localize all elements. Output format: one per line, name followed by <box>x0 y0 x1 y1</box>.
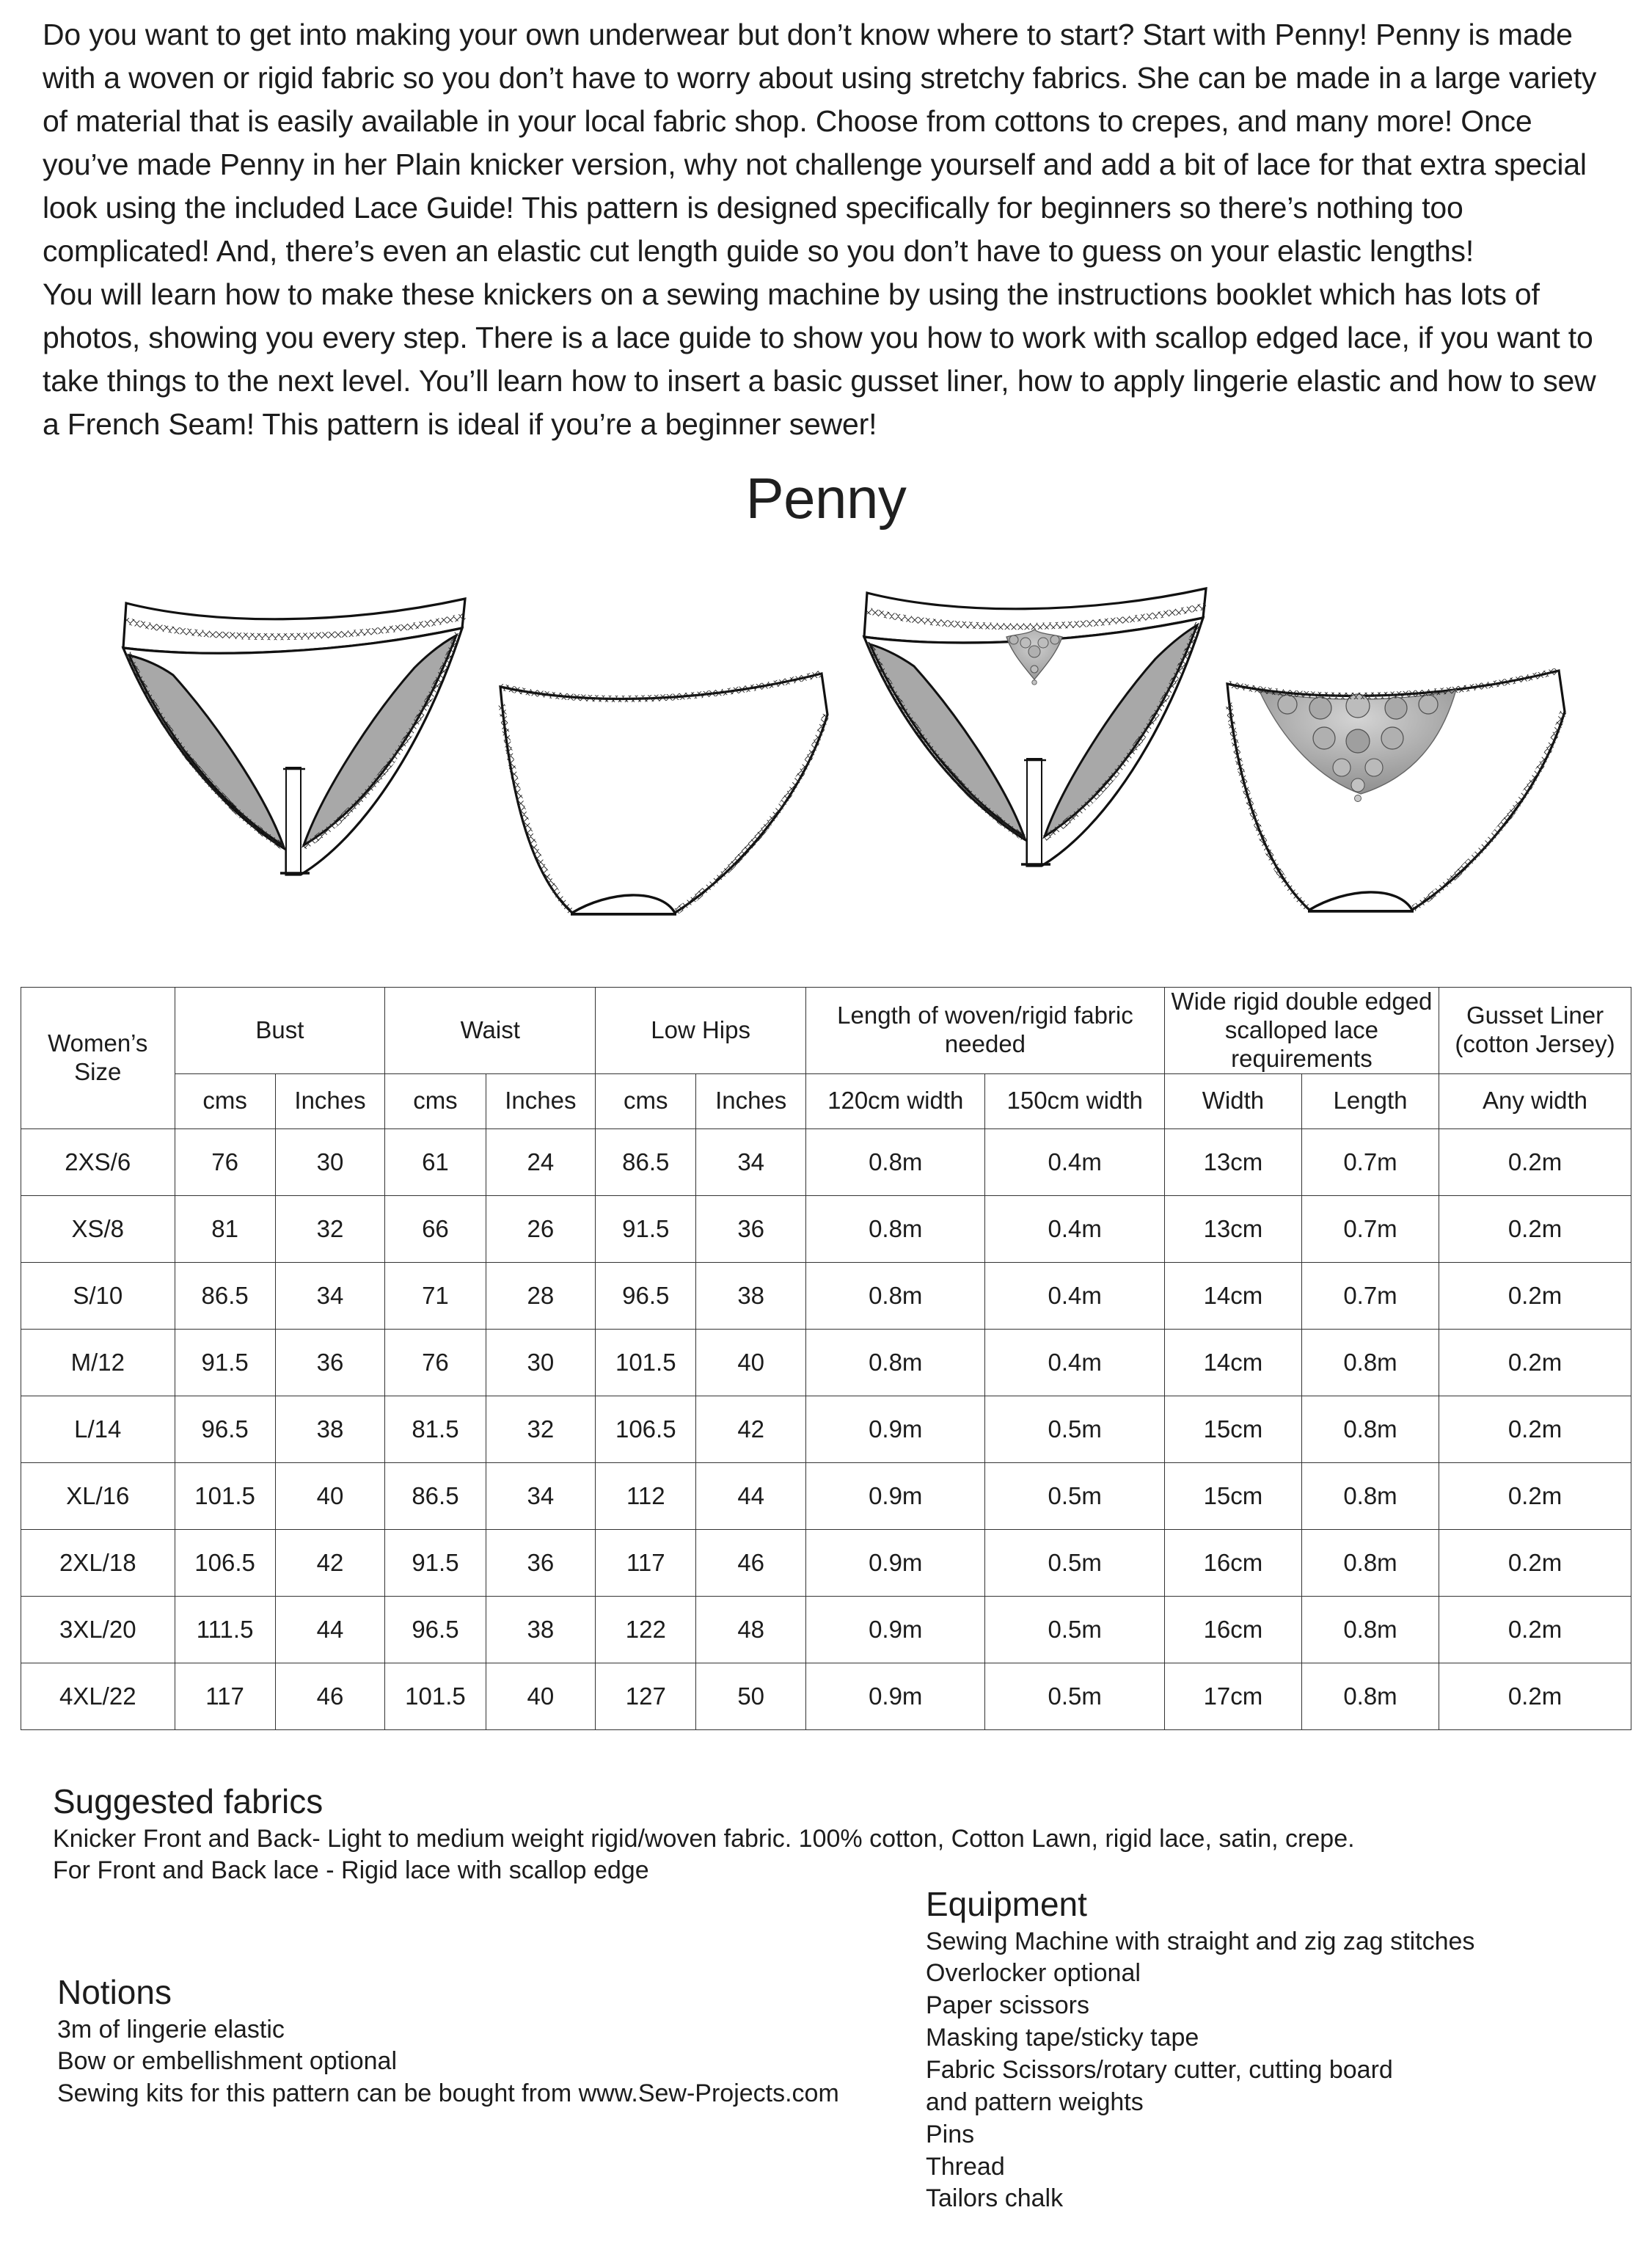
cell-hips-cms: 86.5 <box>596 1128 696 1195</box>
cell-bust-inches: 32 <box>275 1195 385 1262</box>
cell-waist-cms: 101.5 <box>385 1663 486 1729</box>
lace-knicker-front-figure <box>829 558 1240 969</box>
table-row <box>21 1596 1631 1663</box>
table-row <box>21 1329 1631 1396</box>
cell-bust-inches: 46 <box>275 1663 385 1729</box>
cell-hips-inches: 42 <box>696 1396 806 1462</box>
cell-bust-inches: 30 <box>275 1128 385 1195</box>
size-chart-body <box>21 1128 1631 1729</box>
header-waist-cms: cms <box>385 1073 486 1128</box>
equipment-line-6: and pattern weights <box>926 2087 1144 2116</box>
cell-lace-length: 0.7m <box>1301 1195 1439 1262</box>
cell-fabric-150: 0.4m <box>985 1262 1164 1329</box>
cell-fabric-120: 0.9m <box>806 1529 985 1596</box>
cell-bust-inches: 38 <box>275 1396 385 1462</box>
cell-gusset: 0.2m <box>1439 1529 1631 1596</box>
cell-fabric-120: 0.8m <box>806 1262 985 1329</box>
cell-waist-cms: 76 <box>385 1329 486 1396</box>
cell-size-label: 2XS/6 <box>21 1128 175 1195</box>
cell-bust-cms: 76 <box>175 1128 275 1195</box>
table-group-header-row <box>21 988 1631 1074</box>
header-hips-inches: Inches <box>696 1073 806 1128</box>
cell-gusset: 0.2m <box>1439 1396 1631 1462</box>
size-chart-container <box>21 987 1631 1730</box>
cell-lace-length: 0.8m <box>1301 1663 1439 1729</box>
suggested-fabrics-line-1: Knicker Front and Back- Light to medium weight rigid/woven fabric. 100% cotton, Cotton Lawn, rigid lace, satin, crepe. <box>53 1824 1355 1853</box>
cell-fabric-120: 0.8m <box>806 1128 985 1195</box>
cell-size-label: 2XL/18 <box>21 1529 175 1596</box>
cell-lace-width: 14cm <box>1164 1329 1301 1396</box>
cell-hips-inches: 44 <box>696 1462 806 1529</box>
cell-waist-inches: 34 <box>486 1462 596 1529</box>
header-lace-requirements: Wide rigid double edged scalloped lace requirements <box>1164 988 1439 1074</box>
cell-lace-width: 16cm <box>1164 1596 1301 1663</box>
cell-waist-inches: 30 <box>486 1329 596 1396</box>
cell-fabric-150: 0.5m <box>985 1529 1164 1596</box>
notions-heading: Notions <box>57 1973 172 2011</box>
suggested-fabrics-section <box>53 1783 1388 1887</box>
equipment-line-8: Thread <box>926 2152 1005 2181</box>
cell-hips-cms: 112 <box>596 1462 696 1529</box>
lace-knicker-back-figure <box>1214 638 1596 961</box>
cell-hips-cms: 96.5 <box>596 1262 696 1329</box>
cell-hips-inches: 38 <box>696 1262 806 1329</box>
cell-bust-inches: 44 <box>275 1596 385 1663</box>
table-row <box>21 1195 1631 1262</box>
cell-hips-cms: 122 <box>596 1596 696 1663</box>
cell-gusset: 0.2m <box>1439 1128 1631 1195</box>
intro-paragraph-1: Do you want to get into making your own underwear but don’t know where to start? Start with Penny! Penny is made with a woven or rigid fabric so you don’t have to worry about using stretchy fabrics. She can be made in a large variety of material that is easily available in your local fabric shop. Choose from cottons to crepes, and many more! Once you’ve made Penny in her Plain knicker version, why not challenge yourself and add a bit of lace for that extra special look using the included Lace Guide! This pattern is designed specifically for beginners so there’s nothing too complicated! And, there’s even an elastic cut length guide so you don’t have to guess on your elastic lengths! <box>43 18 1597 269</box>
cell-bust-cms: 117 <box>175 1663 275 1729</box>
suggested-fabrics-line-2: For Front and Back lace - Rigid lace with scallop edge <box>53 1856 649 1885</box>
cell-hips-cms: 101.5 <box>596 1329 696 1396</box>
header-gusset-liner: Gusset Liner (cotton Jersey) <box>1439 988 1631 1074</box>
cell-fabric-120: 0.9m <box>806 1462 985 1529</box>
cell-waist-cms: 81.5 <box>385 1396 486 1462</box>
cell-bust-cms: 101.5 <box>175 1462 275 1529</box>
cell-hips-cms: 106.5 <box>596 1396 696 1462</box>
cell-size-label: L/14 <box>21 1396 175 1462</box>
suggested-fabrics-heading: Suggested fabrics <box>53 1782 324 1820</box>
cell-hips-inches: 34 <box>696 1128 806 1195</box>
cell-hips-inches: 50 <box>696 1663 806 1729</box>
cell-lace-length: 0.8m <box>1301 1596 1439 1663</box>
table-row <box>21 1462 1631 1529</box>
cell-fabric-150: 0.5m <box>985 1596 1164 1663</box>
cell-waist-inches: 26 <box>486 1195 596 1262</box>
notions-section <box>57 1974 879 2110</box>
cell-waist-inches: 32 <box>486 1396 596 1462</box>
cell-hips-inches: 36 <box>696 1195 806 1262</box>
cell-gusset: 0.2m <box>1439 1262 1631 1329</box>
equipment-heading: Equipment <box>926 1885 1087 1923</box>
cell-waist-cms: 61 <box>385 1128 486 1195</box>
page-title: Penny <box>745 466 907 530</box>
cell-lace-length: 0.7m <box>1301 1128 1439 1195</box>
intro-text-block <box>43 13 1612 446</box>
plain-knicker-back-figure <box>455 638 836 961</box>
cell-lace-length: 0.8m <box>1301 1329 1439 1396</box>
notions-line-3: Sewing kits for this pattern can be bought from www.Sew-Projects.com <box>57 2079 839 2108</box>
cell-bust-inches: 34 <box>275 1262 385 1329</box>
cell-lace-width: 17cm <box>1164 1663 1301 1729</box>
header-lace-width: Width <box>1164 1073 1301 1128</box>
cell-fabric-120: 0.9m <box>806 1663 985 1729</box>
cell-size-label: 3XL/20 <box>21 1596 175 1663</box>
cell-gusset: 0.2m <box>1439 1329 1631 1396</box>
header-gusset-any-width: Any width <box>1439 1073 1631 1128</box>
cell-lace-width: 13cm <box>1164 1128 1301 1195</box>
plain-knicker-front-figure <box>81 558 491 969</box>
header-fabric-120: 120cm width <box>806 1073 985 1128</box>
notions-line-2: Bow or embellishment optional <box>57 2047 398 2076</box>
header-waist: Waist <box>385 988 596 1074</box>
cell-hips-inches: 46 <box>696 1529 806 1596</box>
cell-waist-inches: 24 <box>486 1128 596 1195</box>
cell-bust-cms: 86.5 <box>175 1262 275 1329</box>
header-bust-cms: cms <box>175 1073 275 1128</box>
cell-size-label: XL/16 <box>21 1462 175 1529</box>
cell-lace-length: 0.8m <box>1301 1396 1439 1462</box>
cell-lace-length: 0.7m <box>1301 1262 1439 1329</box>
cell-lace-width: 15cm <box>1164 1462 1301 1529</box>
equipment-line-5: Fabric Scissors/rotary cutter, cutting board <box>926 2056 1393 2085</box>
equipment-section <box>926 1886 1586 2215</box>
intro-paragraph-2: You will learn how to make these knickers on a sewing machine by using the instructions booklet which has lots of photos, showing you every step. There is a lace guide to show you how to work with scallop edged lace, if you want to take things to the next level. You’ll learn how to insert a basic gusset liner, how to apply lingerie elastic and how to sew a French Seam! This pattern is ideal if you’re a beginner sewer! <box>43 277 1596 442</box>
header-bust-inches: Inches <box>275 1073 385 1128</box>
table-row <box>21 1396 1631 1462</box>
header-low-hips: Low Hips <box>596 988 806 1074</box>
cell-bust-inches: 42 <box>275 1529 385 1596</box>
header-fabric-length: Length of woven/rigid fabric needed <box>806 988 1165 1074</box>
cell-hips-cms: 91.5 <box>596 1195 696 1262</box>
header-fabric-150: 150cm width <box>985 1073 1164 1128</box>
cell-hips-cms: 117 <box>596 1529 696 1596</box>
cell-fabric-120: 0.8m <box>806 1329 985 1396</box>
cell-fabric-120: 0.9m <box>806 1596 985 1663</box>
cell-bust-cms: 91.5 <box>175 1329 275 1396</box>
cell-size-label: M/12 <box>21 1329 175 1396</box>
header-bust: Bust <box>175 988 385 1074</box>
table-row <box>21 1663 1631 1729</box>
cell-hips-inches: 48 <box>696 1596 806 1663</box>
cell-lace-width: 15cm <box>1164 1396 1301 1462</box>
cell-size-label: XS/8 <box>21 1195 175 1262</box>
header-hips-cms: cms <box>596 1073 696 1128</box>
header-waist-inches: Inches <box>486 1073 596 1128</box>
equipment-line-2: Overlocker optional <box>926 1959 1141 1988</box>
cell-fabric-120: 0.9m <box>806 1396 985 1462</box>
cell-fabric-150: 0.4m <box>985 1195 1164 1262</box>
equipment-line-1: Sewing Machine with straight and zig zag stitches <box>926 1927 1475 1955</box>
notions-line-1: 3m of lingerie elastic <box>57 2015 285 2043</box>
cell-bust-cms: 81 <box>175 1195 275 1262</box>
cell-waist-cms: 66 <box>385 1195 486 1262</box>
cell-gusset: 0.2m <box>1439 1195 1631 1262</box>
illustration-band <box>0 558 1652 969</box>
equipment-line-9: Tailors chalk <box>926 2184 1064 2213</box>
cell-fabric-150: 0.5m <box>985 1396 1164 1462</box>
cell-fabric-120: 0.8m <box>806 1195 985 1262</box>
cell-waist-cms: 96.5 <box>385 1596 486 1663</box>
cell-waist-inches: 38 <box>486 1596 596 1663</box>
equipment-line-3: Paper scissors <box>926 1991 1089 2020</box>
cell-waist-cms: 86.5 <box>385 1462 486 1529</box>
cell-bust-cms: 111.5 <box>175 1596 275 1663</box>
cell-lace-width: 16cm <box>1164 1529 1301 1596</box>
cell-waist-cms: 71 <box>385 1262 486 1329</box>
cell-lace-width: 14cm <box>1164 1262 1301 1329</box>
size-chart-table <box>21 987 1631 1730</box>
cell-fabric-150: 0.5m <box>985 1663 1164 1729</box>
cell-bust-inches: 40 <box>275 1462 385 1529</box>
header-lace-length: Length <box>1301 1073 1439 1128</box>
header-womens-size: Women’s Size <box>21 988 175 1129</box>
cell-fabric-150: 0.5m <box>985 1462 1164 1529</box>
table-row <box>21 1529 1631 1596</box>
cell-size-label: S/10 <box>21 1262 175 1329</box>
cell-gusset: 0.2m <box>1439 1462 1631 1529</box>
table-row <box>21 1128 1631 1195</box>
cell-bust-inches: 36 <box>275 1329 385 1396</box>
cell-waist-inches: 36 <box>486 1529 596 1596</box>
cell-bust-cms: 96.5 <box>175 1396 275 1462</box>
cell-lace-length: 0.8m <box>1301 1462 1439 1529</box>
cell-size-label: 4XL/22 <box>21 1663 175 1729</box>
cell-waist-inches: 40 <box>486 1663 596 1729</box>
cell-fabric-150: 0.4m <box>985 1128 1164 1195</box>
cell-waist-inches: 28 <box>486 1262 596 1329</box>
cell-waist-cms: 91.5 <box>385 1529 486 1596</box>
cell-lace-width: 13cm <box>1164 1195 1301 1262</box>
cell-gusset: 0.2m <box>1439 1596 1631 1663</box>
table-row <box>21 1262 1631 1329</box>
equipment-line-4: Masking tape/sticky tape <box>926 2024 1199 2052</box>
cell-hips-inches: 40 <box>696 1329 806 1396</box>
table-unit-header-row <box>21 1073 1631 1128</box>
cell-hips-cms: 127 <box>596 1663 696 1729</box>
cell-fabric-150: 0.4m <box>985 1329 1164 1396</box>
cell-lace-length: 0.8m <box>1301 1529 1439 1596</box>
cell-gusset: 0.2m <box>1439 1663 1631 1729</box>
equipment-line-7: Pins <box>926 2120 975 2148</box>
cell-bust-cms: 106.5 <box>175 1529 275 1596</box>
